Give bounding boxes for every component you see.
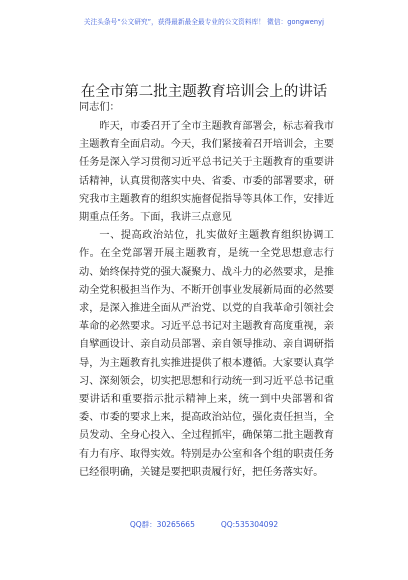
footer-qq: QQ:535304092 (220, 520, 279, 529)
paragraph-intro: 昨天，市委召开了全市主题教育部署会，标志着我市主题教育全面启动。今天，我们紧接着召开培训会，主要任务是深入学习贯彻习近平总书记关于主题教育的重要讲话精神，认真贯彻落实中央、省委、市委的部署要求，研究我市主题教育的组织实施督促指导等具体工作，安排近期重点任务。下面，我讲三点意见 (79, 121, 334, 224)
paragraph-section-one: 一、提高政治站位，扎实做好主题教育组织协调工作。在全党部署开展主题教育，是统一全党思想意志行动、始终保持党的强大凝聚力、战斗力的必然要求，是推动全党积极担当作为、不断开创事业发展新局面的必然要求，是深入推进全面从严治党、以党的自我革命引领社会革命的必然要求。习近平总书记对主题教育高度重视，亲自擘画设计、亲自动员部署、亲自领导推动、亲自调研指导，为主题教育扎实推进提供了根本遵循。大家要认真学习、深刻领会，切实把思想和行动统一到习近平总书记重要讲话和重要指示批示精神上来，统一到中央部署和省委、市委的要求上来，提高政治站位，强化责任担当，全员发动、全身心投入、全过程抓牢，确保第二批主题教育有力有序、取得实效。特别是办公室和各个组的职责任务已经很明确，关键是要把职责履行好，把任务落实好。 (79, 230, 334, 478)
document-body (79, 118, 334, 482)
salutation: 同志们： (79, 102, 120, 113)
footer-qq-group: QQ群：30265665 (129, 520, 195, 529)
header-banner: 关注头条号“公文研究”，获得最新最全最专业的公文资料库！ 微信：gongwenyj (83, 18, 325, 26)
page-title: 在全市第二批主题教育培训会上的讲话 (80, 84, 328, 100)
footer-contact (0, 519, 408, 530)
